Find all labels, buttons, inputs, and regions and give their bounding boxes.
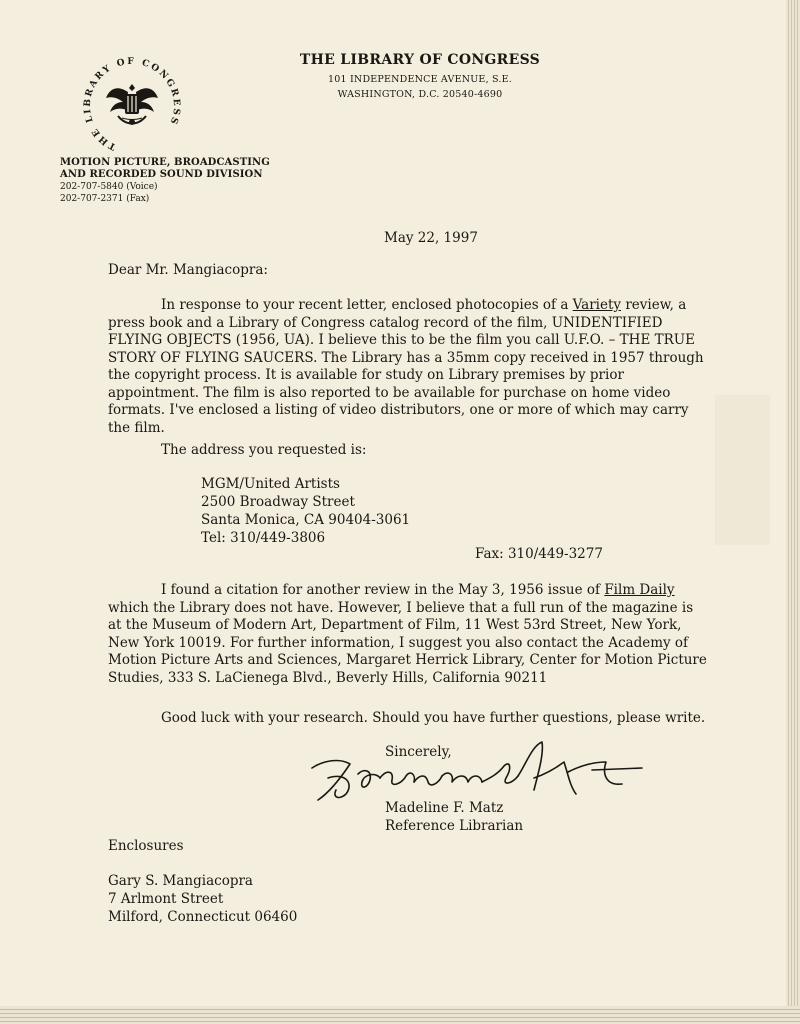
closing-line: Good luck with your research. Should you have further questions, please write. xyxy=(161,710,706,726)
recipient-city: Milford, Connecticut 06460 xyxy=(108,909,298,925)
address-street: 2500 Broadway Street xyxy=(201,494,355,510)
seal-text: THE LIBRARY OF CONGRESS xyxy=(82,56,182,152)
recipient-street: 7 Arlmont Street xyxy=(108,891,224,907)
address-city: Santa Monica, CA 90404-3061 xyxy=(201,512,411,528)
division-line-1: MOTION PICTURE, BROADCASTING xyxy=(60,157,270,168)
paragraph-2-rest: which the Library does not have. However, I believe that a full run of the magazine is at the Museum of Modern Art, Department of Film, 11 West 53rd Street, New York, New York 10019. For further information, I suggest you also contact the Academy of Motion Picture Arts and Sciences, Margaret Herrick Library, Center for Motion Picture Studies, 333 S. LaCienega Blvd., Beverly Hills, California 90211 xyxy=(108,599,707,686)
salutation: Dear Mr. Mangiacopra: xyxy=(108,262,268,278)
address-name: MGM/United Artists xyxy=(201,476,340,492)
paragraph-1-rest: review, a press book and a Library of Congress catalog record of the film, UNIDENTIFIED FLYING OBJECTS (1956, UA). I believe this to be the film you call U.F.O. – THE TRUE STORY OF FLYING SAUCERS. The Library has a 35mm copy received in 1957 through the copyright process. It is available for study on Library premises by prior appointment. The film is also reported to be available for purchase on home video formats. I've enclosed a listing of video distributors, one or more of which may carry the film. xyxy=(108,297,704,436)
sign-off: Sincerely, xyxy=(385,744,452,760)
division-line-2: AND RECORDED SOUND DIVISION xyxy=(60,169,263,180)
paragraph-1 xyxy=(108,297,708,437)
page-stack-edge-bottom xyxy=(0,1006,800,1024)
address-tel: Tel: 310/449-3806 xyxy=(201,530,326,546)
org-name: THE LIBRARY OF CONGRESS xyxy=(299,52,541,68)
phone-voice: 202-707-5840 (Voice) xyxy=(60,182,158,192)
page-stack-edge-right xyxy=(786,0,800,1024)
paragraph-2-start: I found a citation for another review in the May 3, 1956 issue of xyxy=(161,582,605,598)
phone-fax: 202-707-2371 (Fax) xyxy=(60,194,150,204)
paragraph-2 xyxy=(108,582,708,687)
address-intro: The address you requested is: xyxy=(161,442,367,458)
signer-name: Madeline F. Matz xyxy=(385,800,504,816)
org-street: 101 INDEPENDENCE AVENUE, S.E. xyxy=(328,74,512,85)
variety-title: Variety xyxy=(572,297,622,313)
paper-stain xyxy=(715,395,770,545)
letter-date: May 22, 1997 xyxy=(384,230,478,246)
letterhead xyxy=(250,52,590,100)
library-seal-icon xyxy=(76,50,188,162)
paragraph-1-start: In response to your recent letter, enclosed photocopies of a xyxy=(161,297,573,313)
address-fax: Fax: 310/449-3277 xyxy=(475,546,603,562)
recipient-name: Gary S. Mangiacopra xyxy=(108,873,253,889)
enclosures-label: Enclosures xyxy=(108,838,184,854)
signer-title: Reference Librarian xyxy=(385,818,524,834)
org-city: WASHINGTON, D.C. 20540-4690 xyxy=(337,89,503,100)
film-daily-title: Film Daily xyxy=(604,582,675,598)
division-block xyxy=(60,157,280,205)
